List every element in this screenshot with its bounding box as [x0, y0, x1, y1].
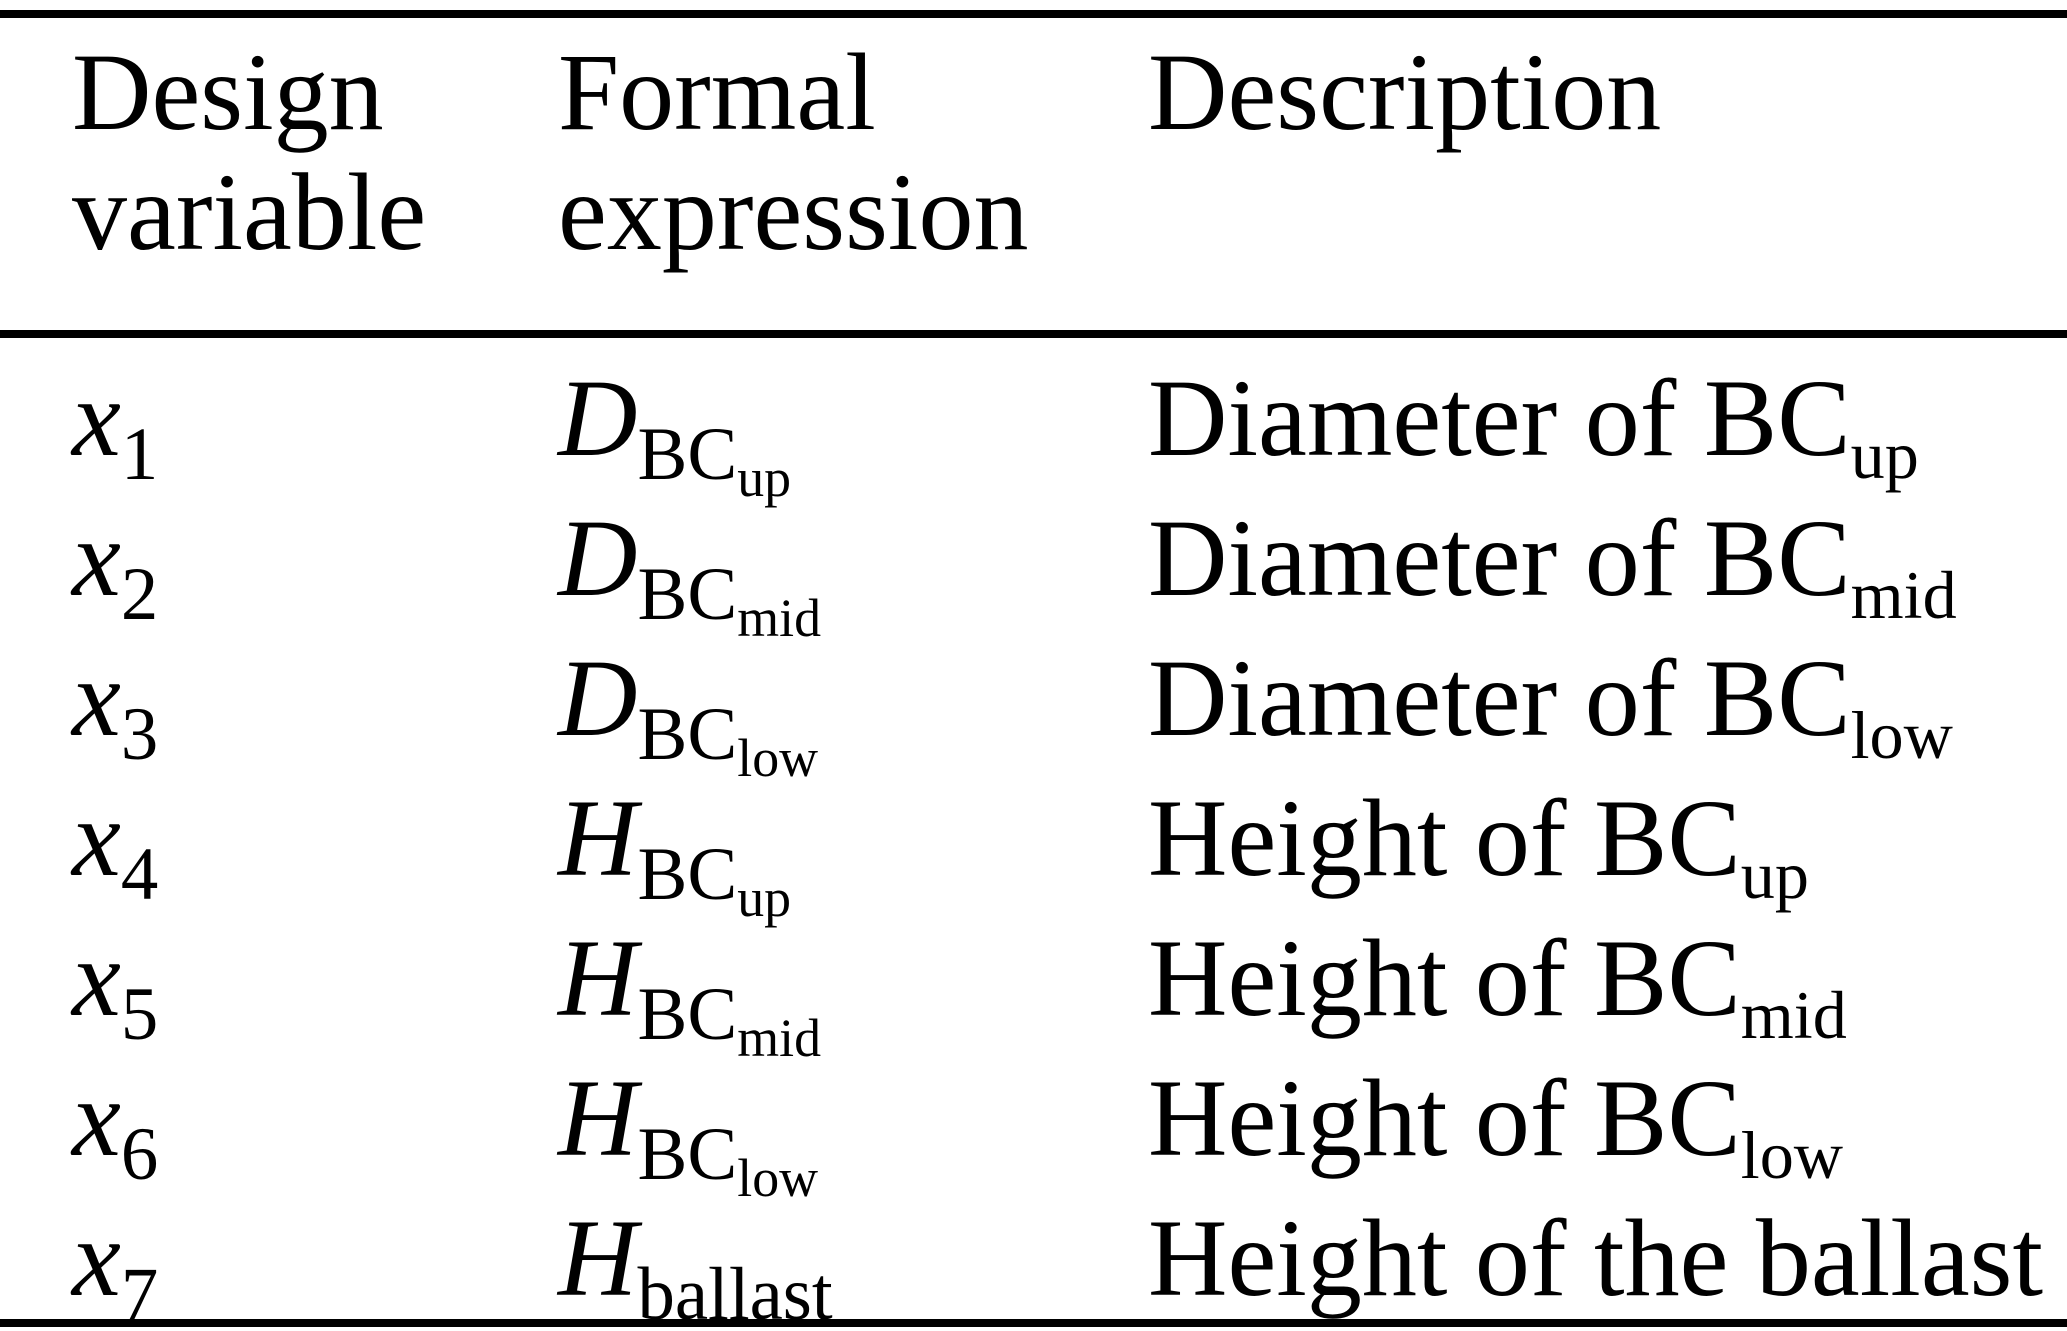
design-variable-cell	[72, 908, 558, 1067]
table-row	[0, 1038, 2067, 1209]
design-variable-cell	[72, 628, 558, 787]
expression-subscript-text: BC	[637, 412, 738, 496]
description-symbol: BC	[1594, 917, 1741, 1039]
expression-base: H	[558, 1057, 638, 1179]
description-text: Diameter of	[1148, 357, 1677, 479]
description-subscript: mid	[1740, 977, 1847, 1054]
variable-base: x	[72, 777, 121, 899]
header-design-variable-line1: Design	[72, 31, 384, 153]
formal-expression-cell	[558, 908, 1148, 1067]
expression-subscript	[637, 832, 792, 929]
design-variable-cell	[72, 488, 558, 647]
description-cell	[1148, 1188, 2067, 1331]
description-symbol: BC	[1594, 1057, 1741, 1179]
expression-base: D	[558, 497, 638, 619]
expression-subscript-text: ballast	[637, 1252, 833, 1331]
table-row	[0, 338, 2067, 509]
formal-expression-cell	[558, 1048, 1148, 1207]
expression-subscript	[637, 552, 821, 649]
variable-subscript: 7	[120, 1252, 159, 1331]
formal-expression-cell	[558, 768, 1148, 927]
description-text: Height of the ballast	[1148, 1197, 2044, 1319]
variable-subscript: 6	[120, 1112, 159, 1196]
variable-base: x	[72, 917, 121, 1039]
description-symbol: BC	[1703, 637, 1851, 759]
expression-subsubscript: up	[737, 868, 792, 929]
description-cell	[1148, 768, 2067, 927]
description-subscript: up	[1740, 837, 1809, 914]
design-variable-cell	[72, 1188, 558, 1331]
variable-base: x	[72, 637, 121, 759]
variable-subscript: 2	[120, 552, 159, 636]
expression-subscript	[637, 1112, 818, 1209]
variable-base: x	[72, 497, 121, 619]
description-symbol: BC	[1703, 497, 1851, 619]
expression-base: D	[558, 357, 638, 479]
description-text: Height of	[1148, 917, 1567, 1039]
description-cell	[1148, 488, 2067, 647]
description-text: Diameter of	[1148, 497, 1677, 619]
expression-subscript	[637, 412, 792, 509]
header-formal-expression	[558, 32, 1148, 330]
header-formal-expression-line2: expression	[558, 151, 1029, 273]
design-variable-cell	[72, 1048, 558, 1207]
expression-subsubscript: mid	[737, 588, 821, 649]
description-cell	[1148, 348, 2067, 507]
formal-expression-cell	[558, 348, 1148, 507]
description-subscript: up	[1850, 417, 1919, 494]
header-design-variable-line2: variable	[72, 151, 427, 273]
expression-subsubscript: low	[737, 728, 818, 789]
variable-subscript: 3	[120, 692, 159, 776]
table-header-row	[0, 18, 2067, 330]
description-symbol: BC	[1594, 777, 1741, 899]
header-design-variable	[72, 32, 558, 330]
expression-subscript-text: BC	[637, 692, 738, 776]
formal-expression-cell	[558, 1188, 1148, 1331]
description-text: Height of	[1148, 777, 1567, 899]
expression-base: H	[558, 1197, 638, 1319]
header-description: Description	[1148, 31, 1662, 153]
table-row	[0, 618, 2067, 789]
expression-subsubscript: mid	[737, 1008, 821, 1069]
expression-subsubscript: up	[737, 448, 792, 509]
expression-subscript	[637, 692, 818, 789]
expression-subscript	[637, 1253, 832, 1331]
expression-base: D	[558, 637, 638, 759]
header-formal-expression-line1: Formal	[558, 31, 876, 153]
description-cell	[1148, 908, 2067, 1067]
expression-subscript-text: BC	[637, 972, 738, 1056]
table-row	[0, 1178, 2067, 1331]
expression-base: H	[558, 777, 638, 899]
expression-subscript	[637, 972, 821, 1069]
variable-subscript: 4	[120, 832, 159, 916]
design-variable-cell	[72, 768, 558, 927]
variable-base: x	[72, 1197, 121, 1319]
description-cell	[1148, 628, 2067, 787]
expression-subscript-text: BC	[637, 832, 738, 916]
expression-base: H	[558, 917, 638, 1039]
description-symbol: BC	[1703, 357, 1851, 479]
variable-base: x	[72, 1057, 121, 1179]
formal-expression-cell	[558, 488, 1148, 647]
table-row	[0, 758, 2067, 929]
variable-base: x	[72, 357, 121, 479]
description-subscript: mid	[1850, 557, 1957, 634]
description-subscript: low	[1740, 1117, 1844, 1194]
variable-subscript: 1	[120, 412, 159, 496]
design-variable-cell	[72, 348, 558, 507]
table-row	[0, 898, 2067, 1069]
table-body	[0, 338, 2067, 1331]
expression-subscript-text: BC	[637, 552, 738, 636]
expression-subscript-text: BC	[637, 1112, 738, 1196]
table-top-rule	[0, 10, 2067, 18]
description-text: Diameter of	[1148, 637, 1677, 759]
table-header-rule	[0, 330, 2067, 338]
formal-expression-cell	[558, 628, 1148, 787]
table-row	[0, 478, 2067, 649]
expression-subsubscript: low	[737, 1148, 818, 1209]
description-text: Height of	[1148, 1057, 1567, 1179]
description-subscript: low	[1850, 697, 1953, 774]
variable-subscript: 5	[120, 972, 159, 1056]
description-cell	[1148, 1048, 2067, 1207]
